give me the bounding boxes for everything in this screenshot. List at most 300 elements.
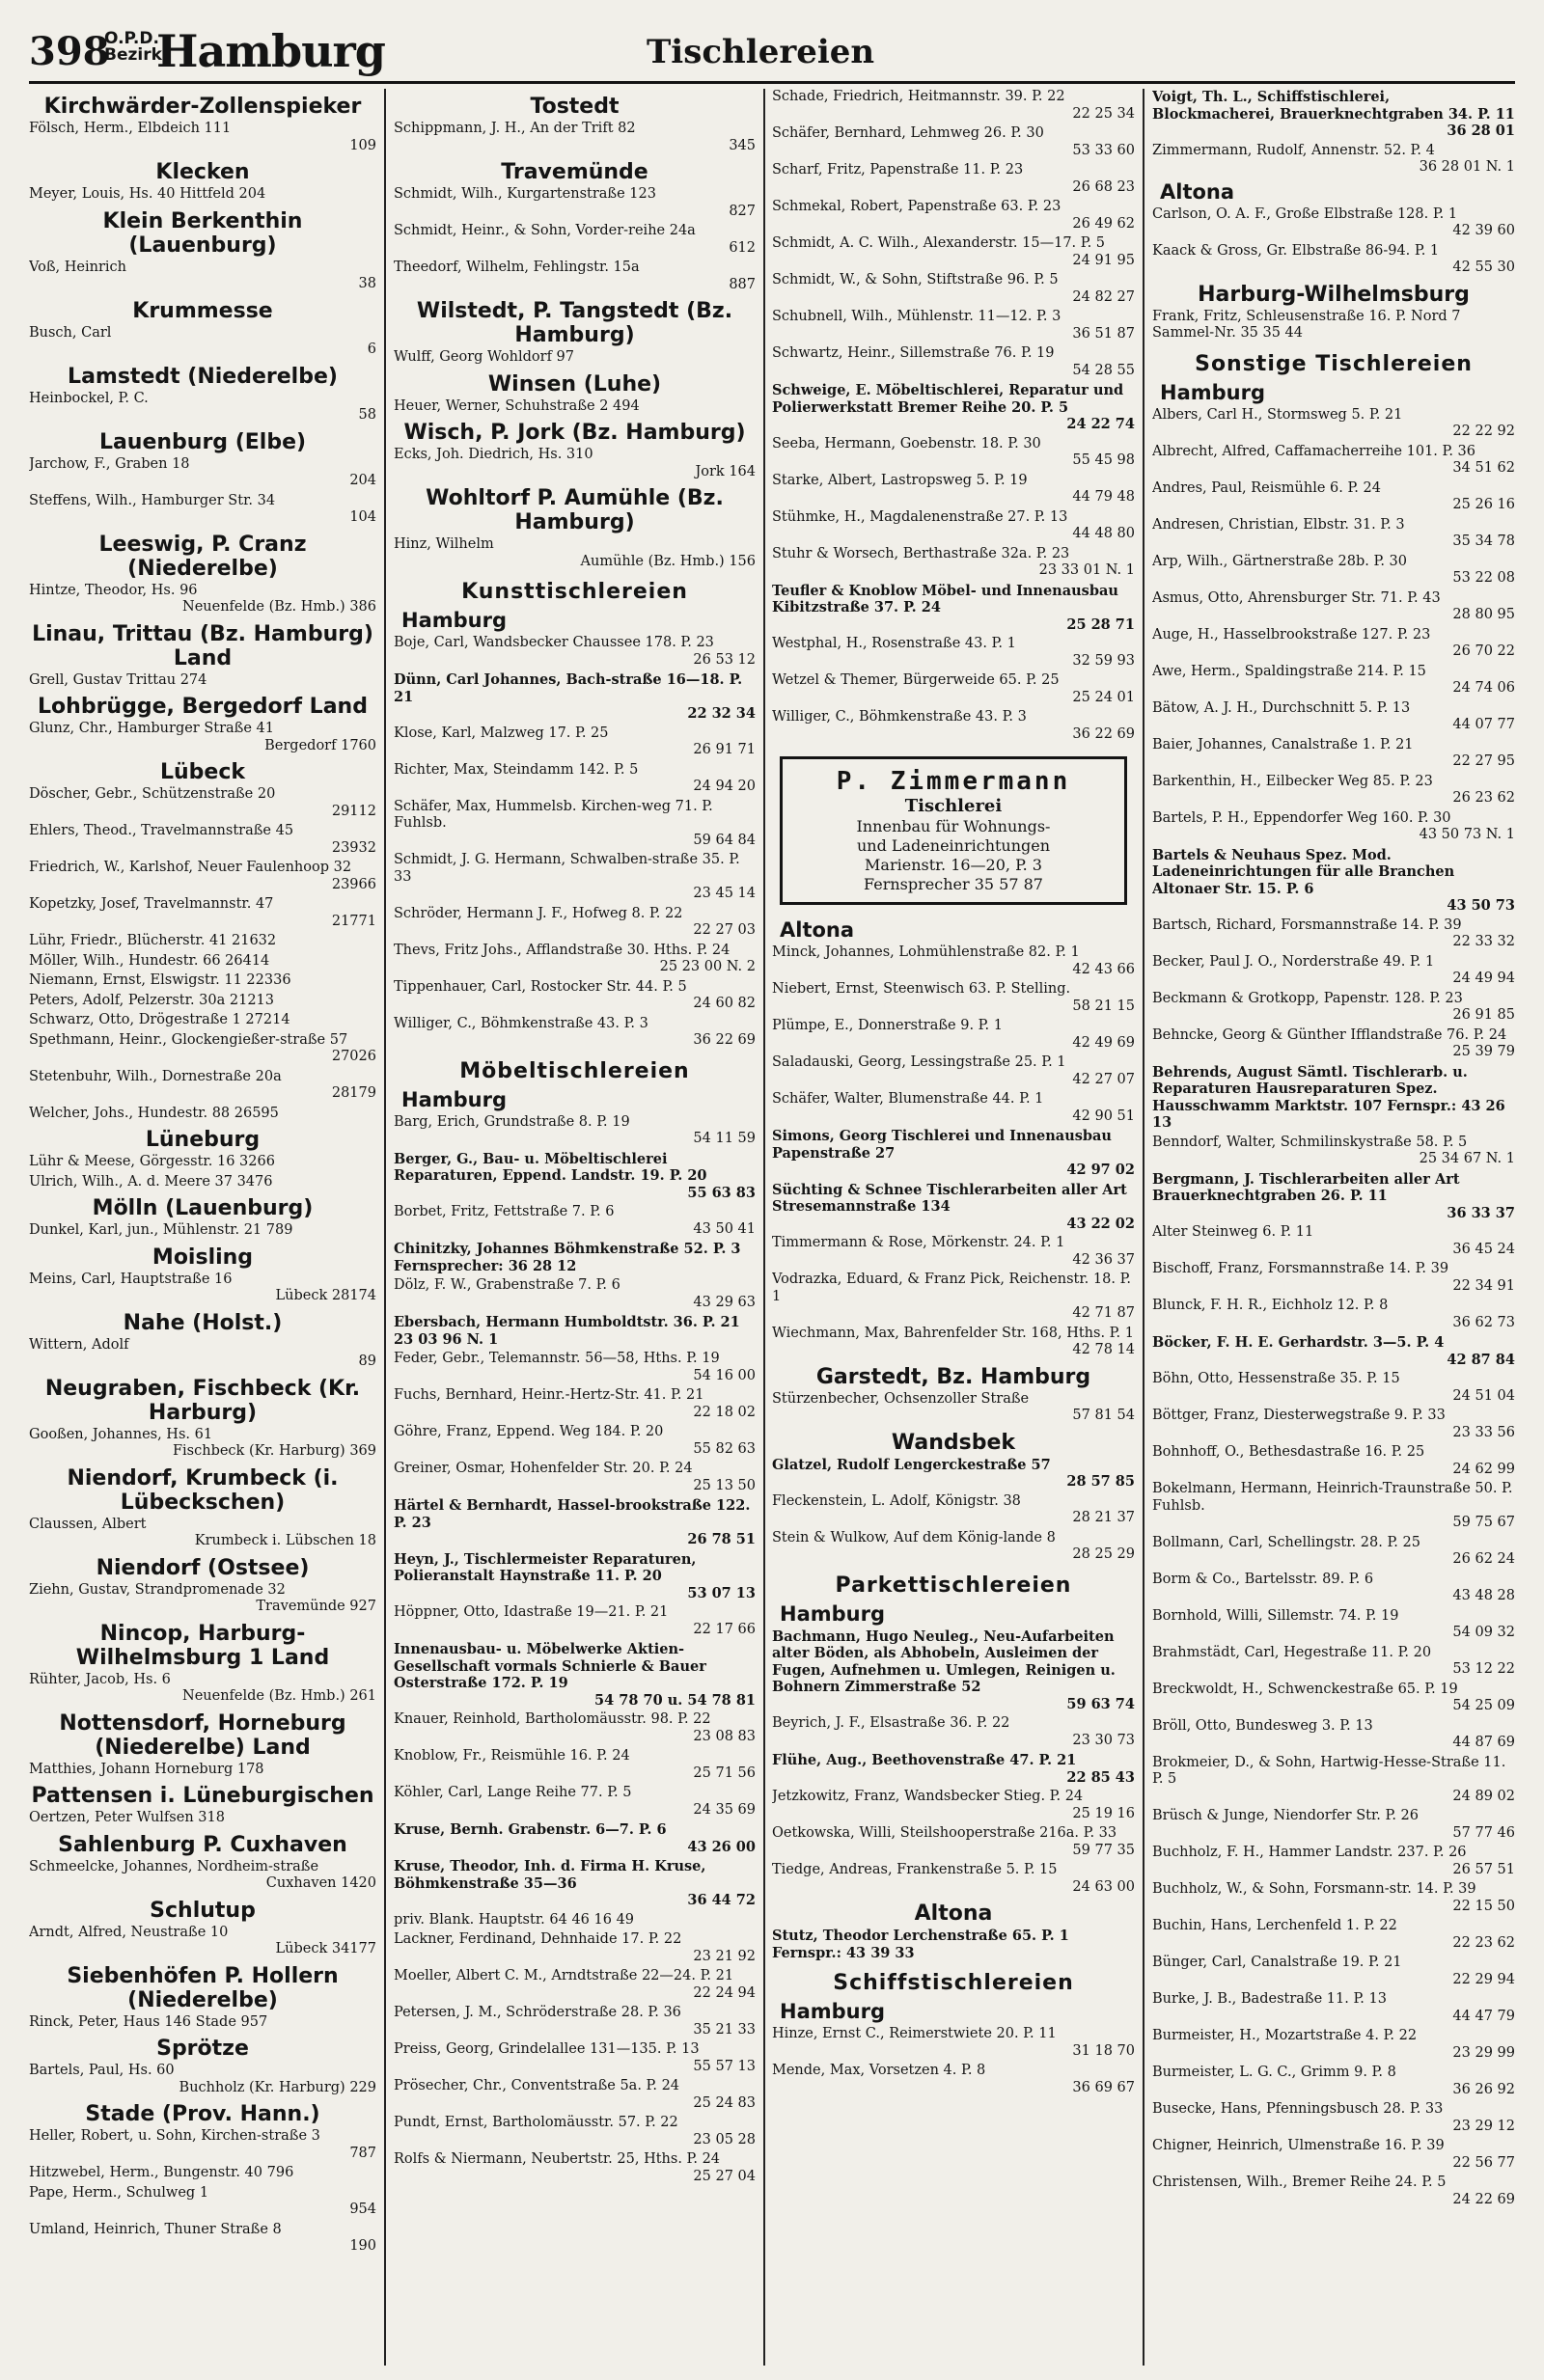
entry-phone: 36 26 92 — [1452, 2081, 1515, 2097]
directory-entry — [29, 121, 376, 154]
directory-entry — [394, 260, 756, 293]
directory-entry — [394, 1604, 756, 1638]
entry-name: Ehlers, Theod., Travelmannstraße 45 — [29, 823, 294, 838]
entry-name: Alter Steinweg 6. P. 11 — [1152, 1224, 1314, 1240]
entry-phone: 190 — [349, 2238, 376, 2254]
entry-name: Möller, Wilh., Hundestr. 66 26414 — [29, 952, 270, 969]
directory-entry — [29, 1672, 376, 1706]
place-heading: Mölln (Lauenburg) — [92, 1196, 314, 1220]
directory-entry — [29, 1810, 376, 1827]
entry-name: Schäfer, Max, Hummelsb. Kirchen-weg 71. P. Fuhlsb. — [394, 798, 713, 831]
directory-entry — [772, 981, 1135, 1015]
directory-entry — [29, 2063, 376, 2096]
entry-phone: 25 13 50 — [693, 1477, 756, 1493]
entry-phone: 23 33 01 N. 1 — [1038, 562, 1135, 578]
entry-name: Arp, Wilh., Gärtnerstraße 28b. P. 30 — [1152, 553, 1407, 569]
entry-phone: 26 49 62 — [1072, 215, 1135, 232]
entry-name: Döscher, Gebr., Schützenstraße 20 — [29, 786, 276, 802]
entry-phone: 43 22 02 — [1066, 1215, 1135, 1232]
entry-phone: 42 90 51 — [1072, 1108, 1135, 1124]
entry-name: Matthies, Johann Horneburg 178 — [29, 1761, 264, 1777]
entry-name: Köhler, Carl, Lange Reihe 77. P. 5 — [394, 1785, 632, 1800]
entry-phone: 827 — [729, 203, 756, 219]
entry-phone: 42 27 07 — [1072, 1071, 1135, 1087]
place-heading: Nottensdorf, Horneburg (Niederelbe) Land — [59, 1710, 346, 1760]
directory-entry — [1152, 1991, 1515, 2025]
column-divider — [763, 89, 765, 2366]
place-heading: Lauenburg (Elbe) — [98, 429, 307, 454]
entry-phone: 43 29 63 — [693, 1294, 756, 1310]
entry-phone: 22 33 32 — [1452, 934, 1515, 949]
entry-name: Bischoff, Franz, Forsmannstraße 14. P. 39 — [1152, 1261, 1449, 1276]
directory-entry — [29, 1762, 376, 1779]
entry-phone: 28 57 85 — [1066, 1473, 1135, 1490]
entry-name: priv. Blank. Hauptstr. 64 46 16 49 — [394, 1911, 635, 1928]
entry-phone: 22 85 43 — [1066, 1768, 1135, 1786]
entry-name: Wittern, Adolf — [29, 1336, 129, 1353]
place-heading: Wohltorf P. Aumühle (Bz. Hamburg) — [426, 486, 724, 534]
directory-entry — [29, 896, 376, 930]
entry-phone: 53 33 60 — [1072, 142, 1135, 158]
entry-name: Ecks, Joh. Diedrich, Hs. 310 — [394, 447, 593, 462]
directory-entry — [772, 1825, 1135, 1859]
entry-name: Stein & Wulkow, Auf dem König-lande 8 — [772, 1529, 1056, 1546]
place-heading: Klein Berkenthin (Lauenburg) — [102, 208, 303, 258]
directory-entry — [1152, 517, 1515, 551]
entry-name: Stühmke, H., Magdalenenstraße 27. P. 13 — [772, 508, 1068, 525]
place-heading: Krummesse — [132, 298, 273, 323]
entry-phone: 24 51 04 — [1452, 1387, 1515, 1404]
directory-entry — [1152, 1918, 1515, 1952]
directory-entry — [394, 1968, 756, 2002]
entry-name: Minck, Johannes, Lohmühlenstraße 82. P. 1 — [772, 944, 1080, 960]
entry-name: Berger, G., Bau- u. Möbeltischlerei Reparaturen, Eppend. Landstr. 19. P. 20 — [394, 1150, 707, 1184]
entry-name: Niebert, Ernst, Steenwisch 63. P. Stelling. — [772, 981, 1071, 997]
entry-name: Feder, Gebr., Telemannstr. 56—58, Hths. P. 19 — [394, 1351, 720, 1366]
columns — [29, 89, 1515, 2366]
directory-entry — [394, 635, 756, 669]
directory-entry — [1152, 1064, 1515, 1132]
entry-name: Bachmann, Hugo Neuleg., Neu-Aufarbeiten alter Böden, als Abhobeln, Ausleimen der Fugen, Aufnehmen u. Umlegen, Reinigen u. Bohnern Zimmerstraße 52 — [772, 1628, 1116, 1695]
column-2 — [394, 89, 756, 2366]
entry-phone: 53 22 08 — [1452, 570, 1515, 586]
entry-name: Chinitzky, Johannes Böhmkenstraße 52. P. 3 Fernsprecher: 36 28 12 — [394, 1241, 741, 1274]
entry-name: Scharf, Fritz, Papenstraße 11. P. 23 — [772, 162, 1024, 178]
entry-name: Benndorf, Walter, Schmilinskystraße 58. P. 5 — [1152, 1134, 1468, 1150]
directory-entry — [29, 2165, 376, 2182]
entry-phone: 35 21 33 — [693, 2021, 756, 2038]
entry-name: Flühe, Aug., Beethovenstraße 47. P. 21 — [772, 1752, 1077, 1768]
place-heading: Wandsbek — [891, 1430, 1016, 1455]
directory-entry — [1152, 1444, 1515, 1478]
directory-entry — [29, 1517, 376, 1550]
entry-name: Oertzen, Peter Wulfsen 318 — [29, 1810, 225, 1825]
entry-name: Umland, Heinrich, Thuner Straße 8 — [29, 2221, 282, 2237]
entry-name: Steffens, Wilh., Hamburger Str. 34 — [29, 492, 276, 508]
directory-entry — [1152, 1955, 1515, 1988]
entry-phone: 24 49 94 — [1452, 971, 1515, 986]
entry-phone: 24 22 74 — [1066, 416, 1135, 432]
directory-entry — [772, 89, 1135, 123]
entry-phone: 23 30 73 — [1072, 1732, 1135, 1748]
directory-entry — [772, 235, 1135, 269]
entry-name: Dünn, Carl Johannes, Bach-straße 16—18. P. 21 — [394, 671, 743, 705]
directory-entry — [1152, 2138, 1515, 2172]
place-heading: Kirchwärder-Zollenspieker — [43, 95, 362, 119]
entry-phone: 42 49 69 — [1072, 1034, 1135, 1051]
directory-entry — [772, 2026, 1135, 2060]
place-heading: Tostedt — [530, 95, 620, 119]
directory-entry — [29, 721, 376, 754]
directory-entry — [394, 121, 756, 154]
entry-name: Heyn, J., Tischlermeister Reparaturen, Polieranstalt Haynstraße 11. P. 20 — [394, 1550, 697, 1584]
entry-name: Blunck, F. H. R., Eichholz 12. P. 8 — [1152, 1298, 1389, 1313]
place-heading: Wilstedt, P. Tangstedt (Bz. Hamburg) — [416, 299, 733, 347]
entry-phone: 36 44 72 — [687, 1892, 756, 1908]
directory-entry — [772, 1493, 1135, 1527]
entry-phone: 23 29 99 — [1452, 2044, 1515, 2061]
place-heading: Lüneburg — [145, 1128, 261, 1152]
entry-phone: 25 34 67 N. 1 — [1419, 1151, 1515, 1166]
directory-entry — [1152, 1481, 1515, 1532]
bezirk-text: Bezirk — [104, 45, 162, 65]
directory-entry — [1152, 627, 1515, 661]
city-subheading: Hamburg — [780, 2000, 885, 2023]
entry-phone: 26 91 85 — [1452, 1007, 1515, 1023]
entry-name: Thevs, Fritz Johs., Afflandstraße 30. Hths. P. 24 — [394, 942, 731, 958]
entry-name: Schwarz, Otto, Drögestraße 1 27214 — [29, 1012, 290, 1027]
entry-name: Böcker, F. H. E. Gerhardstr. 3—5. P. 4 — [1152, 1334, 1445, 1351]
entry-phone: 54 25 09 — [1452, 1698, 1515, 1713]
entry-name: Brokmeier, D., & Sohn, Hartwig-Hesse-Straße 11. P. 5 — [1152, 1754, 1506, 1787]
entry-phone: 44 87 69 — [1452, 1735, 1515, 1750]
entry-name: Christensen, Wilh., Bremer Reihe 24. P. 5 — [1152, 2175, 1447, 2190]
entry-phone: Aumühle (Bz. Hmb.) 156 — [580, 553, 756, 569]
column-4 — [1152, 89, 1515, 2366]
entry-name: Jetzkowitz, Franz, Wandsbecker Stieg. P. 24 — [772, 1789, 1084, 1804]
directory-entry — [29, 1174, 376, 1191]
place-heading: Niendorf, Krumbeck (i. Lübeckschen) — [67, 1465, 339, 1515]
entry-phone: 22 56 77 — [1452, 2154, 1515, 2171]
entry-phone: 36 28 01 — [1447, 123, 1515, 139]
city-subheading: Hamburg — [401, 1087, 507, 1111]
entry-name: Bünger, Carl, Canalstraße 19. P. 21 — [1152, 1955, 1402, 1970]
entry-phone: 32 59 93 — [1072, 652, 1135, 669]
entry-name: Stetenbuhr, Wilh., Dornestraße 20a — [29, 1068, 282, 1084]
entry-name: Barg, Erich, Grundstraße 8. P. 19 — [394, 1113, 630, 1130]
entry-phone: 42 71 87 — [1072, 1305, 1135, 1321]
entry-name: Bätow, A. J. H., Durchschnitt 5. P. 13 — [1152, 699, 1411, 716]
directory-entry — [772, 473, 1135, 506]
entry-name: Böhn, Otto, Hessenstraße 35. P. 15 — [1152, 1371, 1400, 1386]
entry-name: Mende, Max, Vorsetzen 4. P. 8 — [772, 2063, 986, 2078]
directory-entry — [394, 1641, 756, 1709]
entry-name: Bokelmann, Hermann, Heinrich-Traunstraße 50. P. Fuhlsb. — [1152, 1481, 1513, 1514]
directory-entry — [1152, 917, 1515, 951]
directory-entry — [772, 1862, 1135, 1896]
entry-name: Voigt, Th. L., Schiffstischlerei, Blockmacherei, Brauerknechtgraben 34. P. 11 — [1152, 89, 1515, 123]
entry-phone: 787 — [349, 2145, 376, 2161]
directory-entry — [29, 823, 376, 857]
entry-name: Fölsch, Herm., Elbdeich 111 — [29, 121, 232, 136]
entry-name: Carlson, O. A. F., Große Elbstraße 128. P. 1 — [1152, 205, 1458, 222]
entry-phone: 26 53 12 — [693, 651, 756, 668]
entry-name: Dunkel, Karl, jun., Mühlenstr. 21 789 — [29, 1222, 293, 1238]
directory-entry — [29, 1154, 376, 1171]
directory-entry — [772, 944, 1135, 978]
entry-name: Preiss, Georg, Grindelallee 131—135. P. 13 — [394, 2041, 700, 2057]
entry-name: Behncke, Georg & Günther Ifflandstraße 76. P. 24 — [1152, 1026, 1507, 1043]
entry-name: Glatzel, Rudolf Lengerckestraße 57 — [772, 1456, 1051, 1473]
entry-phone: 204 — [349, 473, 376, 488]
entry-name: Busecke, Hans, Pfenningsbusch 28. P. 33 — [1152, 2101, 1444, 2117]
entry-name: Fuchs, Bernhard, Heinr.-Hertz-Str. 41. P. 21 — [394, 1387, 704, 1403]
category-heading: Möbeltischlereien — [459, 1058, 690, 1083]
entry-phone: 24 35 69 — [693, 1801, 756, 1818]
page-number: 398 — [29, 29, 110, 74]
entry-name: Dölz, F. W., Grabenstraße 7. P. 6 — [394, 1277, 620, 1293]
entry-name: Breckwoldt, H., Schwenckestraße 65. P. 19 — [1152, 1681, 1458, 1697]
entry-phone: 59 77 35 — [1072, 1842, 1135, 1858]
directory-entry — [394, 1204, 756, 1238]
entry-name: Simons, Georg Tischlerei und Innenausbau Papenstraße 27 — [772, 1128, 1112, 1162]
ad-address: Marienstr. 16—20, P. 3 — [865, 856, 1042, 874]
directory-entry — [394, 1785, 756, 1819]
entry-phone: 59 63 74 — [1066, 1695, 1135, 1712]
directory-entry — [394, 2078, 756, 2112]
entry-name: Chigner, Heinrich, Ulmenstraße 16. P. 39 — [1152, 2138, 1445, 2153]
directory-entry — [29, 1222, 376, 1240]
entry-phone: 24 89 02 — [1452, 1788, 1515, 1804]
directory-entry — [1152, 143, 1515, 177]
entry-phone: 24 60 82 — [693, 996, 756, 1011]
entry-name: Richter, Max, Steindamm 142. P. 5 — [394, 761, 639, 778]
entry-phone: 23932 — [331, 839, 376, 856]
entry-name: Lühr & Meese, Görgesstr. 16 3266 — [29, 1154, 275, 1169]
directory-entry — [1152, 991, 1515, 1025]
directory-entry — [772, 546, 1135, 580]
entry-name: Becker, Paul J. O., Norderstraße 49. P. 1 — [1152, 953, 1435, 970]
directory-entry — [1152, 737, 1515, 771]
place-heading: Sprötze — [156, 2037, 249, 2061]
entry-phone: 22 25 34 — [1072, 105, 1135, 122]
entry-phone: 54 11 59 — [693, 1131, 756, 1146]
directory-entry — [394, 1497, 756, 1548]
entry-name: Schubnell, Wilh., Mühlenstr. 11—12. P. 3 — [772, 309, 1062, 324]
directory-entry — [1152, 1334, 1515, 1368]
entry-name: Klose, Karl, Malzweg 17. P. 25 — [394, 725, 609, 741]
entry-phone: Travemünde 927 — [256, 1599, 376, 1614]
directory-entry — [394, 1748, 756, 1782]
entry-name: Pundt, Ernst, Bartholomäusstr. 57. P. 22 — [394, 2115, 678, 2130]
directory-entry — [1152, 1371, 1515, 1405]
entry-name: Theedorf, Wilhelm, Fehlingstr. 15a — [394, 260, 640, 275]
directory-entry — [394, 536, 756, 570]
directory-entry — [1152, 407, 1515, 441]
directory-entry — [29, 2185, 376, 2219]
directory-entry — [1152, 2028, 1515, 2062]
entry-phone: 36 33 37 — [1447, 1204, 1515, 1221]
entry-name: Härtel & Bernhardt, Hassel-brookstraße 122. P. 23 — [394, 1497, 751, 1531]
entry-phone: 54 09 32 — [1452, 1625, 1515, 1640]
entry-phone: 29112 — [331, 803, 376, 819]
directory-entry — [29, 186, 376, 204]
directory-entry — [394, 1858, 756, 1909]
entry-name: Fleckenstein, L. Adolf, Königstr. 38 — [772, 1492, 1021, 1509]
directory-entry — [394, 223, 756, 257]
entry-phone: 26 78 51 — [687, 1531, 756, 1547]
directory-entry — [772, 636, 1135, 670]
directory-entry — [29, 260, 376, 293]
entry-phone: 44 79 48 — [1072, 489, 1135, 505]
entry-phone: 54 28 55 — [1072, 362, 1135, 378]
directory-entry — [1152, 1224, 1515, 1258]
directory-entry — [772, 1054, 1135, 1088]
entry-name: Gooßen, Johannes, Hs. 61 — [29, 1426, 213, 1442]
place-heading: Winsen (Luhe) — [487, 371, 662, 397]
entry-name: Boje, Carl, Wandsbecker Chaussee 178. P. 23 — [394, 635, 714, 650]
entry-phone: 42 39 60 — [1452, 223, 1515, 238]
directory-entry — [29, 860, 376, 893]
place-heading: Leeswig, P. Cranz (Niederelbe) — [98, 532, 307, 581]
entry-name: Arndt, Alfred, Neustraße 10 — [29, 1924, 229, 1940]
entry-phone: 42 78 14 — [1072, 1342, 1135, 1357]
entry-name: Süchting & Schnee Tischlerarbeiten aller Art Stresemannstraße 134 — [772, 1181, 1127, 1215]
directory-entry — [772, 199, 1135, 233]
directory-entry — [394, 186, 756, 220]
entry-name: Jarchow, F., Graben 18 — [29, 455, 190, 472]
entry-name: Bartels, P. H., Eppendorfer Weg 160. P. 30 — [1152, 809, 1451, 826]
entry-name: Plümpe, E., Donnerstraße 9. P. 1 — [772, 1018, 1003, 1033]
entry-phone: Buchholz (Kr. Harburg) 229 — [179, 2079, 376, 2095]
entry-phone: 104 — [349, 509, 376, 525]
entry-phone: Lübeck 28174 — [275, 1288, 376, 1303]
ad-line: und Ladeneinrichtungen — [856, 836, 1051, 855]
place-heading: Harburg-Wilhelmsburg — [1198, 282, 1470, 307]
directory-entry — [394, 906, 756, 940]
entry-phone: 57 77 46 — [1452, 1824, 1515, 1841]
entry-name: Schade, Friedrich, Heitmannstr. 39. P. 22 — [772, 89, 1065, 104]
column-divider — [384, 89, 386, 2366]
entry-phone: 25 23 00 N. 2 — [659, 959, 756, 974]
ad-phone: Fernsprecher 35 57 87 — [864, 875, 1043, 893]
entry-phone: 44 07 77 — [1452, 717, 1515, 732]
directory-entry — [394, 2151, 756, 2185]
directory-entry — [1152, 554, 1515, 588]
entry-phone: Jork 164 — [695, 463, 756, 479]
entry-phone: 31 18 70 — [1072, 2042, 1135, 2059]
entry-name: Vodrazka, Eduard, & Franz Pick, Reichenstr. 18. P. 1 — [772, 1272, 1131, 1304]
directory-entry — [1152, 1535, 1515, 1569]
entry-name: Niemann, Ernst, Elswigstr. 11 22336 — [29, 972, 291, 988]
directory-entry — [394, 1314, 756, 1348]
directory-entry — [1152, 1408, 1515, 1441]
directory-entry — [29, 583, 376, 616]
entry-name: Andres, Paul, Reismühle 6. P. 24 — [1152, 479, 1381, 496]
directory-entry — [29, 1032, 376, 1066]
entry-phone: Lübeck 34177 — [275, 1941, 376, 1956]
entry-name: Teufler & Knoblow Möbel- und Innenausbau Kibitzstraße 37. P. 24 — [772, 582, 1118, 616]
directory-entry — [772, 1235, 1135, 1269]
entry-phone: 23 05 28 — [693, 2131, 756, 2147]
entry-name: Greiner, Osmar, Hohenfelder Str. 20. P. 24 — [394, 1461, 693, 1476]
entry-phone: 54 16 00 — [693, 1367, 756, 1383]
directory-entry — [29, 391, 376, 424]
directory-entry — [772, 345, 1135, 379]
entry-name: Kruse, Theodor, Inh. d. Firma H. Kruse, Böhmkenstraße 35—36 — [394, 1858, 706, 1892]
directory-entry — [772, 382, 1135, 433]
directory-entry — [394, 1016, 756, 1050]
entry-phone: 44 47 79 — [1452, 2008, 1515, 2024]
entry-phone: 954 — [349, 2202, 376, 2217]
entry-phone: 22 18 02 — [693, 1404, 756, 1420]
entry-name: Meins, Carl, Hauptstraße 16 — [29, 1271, 233, 1287]
directory-entry — [772, 1457, 1135, 1491]
directory-entry — [394, 979, 756, 1013]
entry-name: Bornhold, Willi, Sillemstr. 74. P. 19 — [1152, 1607, 1399, 1624]
entry-phone: 22 23 62 — [1452, 1934, 1515, 1951]
entry-name: Stutz, Theodor Lerchenstraße 65. P. 1 Fernspr.: 43 39 33 — [772, 1928, 1069, 1961]
entry-name: Barkenthin, H., Eilbecker Weg 85. P. 23 — [1152, 773, 1433, 789]
entry-phone: 25 28 71 — [1066, 616, 1135, 633]
entry-phone: 23 33 56 — [1452, 1424, 1515, 1440]
directory-entry — [394, 398, 756, 416]
entry-name: Schäfer, Bernhard, Lehmweg 26. P. 30 — [772, 125, 1044, 141]
entry-name: Zimmermann, Rudolf, Annenstr. 52. P. 4 — [1152, 142, 1435, 158]
entry-phone: 58 — [358, 407, 376, 423]
entry-name: Bartsch, Richard, Forsmannstraße 14. P. 39 — [1152, 916, 1462, 933]
directory-entry — [772, 1272, 1135, 1323]
entry-name: Bohnhoff, O., Bethesdastraße 16. P. 25 — [1152, 1444, 1425, 1460]
entry-phone: 109 — [349, 137, 376, 153]
entry-phone: 887 — [729, 276, 756, 292]
directory-entry — [1152, 1845, 1515, 1878]
entry-name: Bergmann, J. Tischlerarbeiten aller Art Brauerknechtgraben 26. P. 11 — [1152, 1170, 1460, 1204]
entry-name: Starke, Albert, Lastropsweg 5. P. 19 — [772, 472, 1028, 488]
section-title: Tischlereien — [647, 33, 875, 71]
directory-entry — [1152, 1027, 1515, 1061]
entry-name: Auge, H., Hasselbrookstraße 127. P. 23 — [1152, 626, 1431, 643]
column-3 — [772, 89, 1135, 2366]
entry-name: Schmidt, Wilh., Kurgartenstraße 123 — [394, 186, 656, 202]
directory-entry — [1152, 954, 1515, 988]
entry-name: Bartels, Paul, Hs. 60 — [29, 2063, 175, 2078]
directory-entry — [772, 125, 1135, 159]
entry-name: Claussen, Albert — [29, 1516, 147, 1532]
directory-entry — [1152, 480, 1515, 514]
ad-line: Innenbau für Wohnungs- — [856, 817, 1051, 835]
entry-phone: Neuenfelde (Bz. Hmb.) 386 — [182, 599, 376, 615]
column-1 — [29, 89, 376, 2366]
directory-entry — [394, 1711, 756, 1745]
directory-entry — [29, 933, 376, 950]
entry-name: Heuer, Werner, Schuhstraße 2 494 — [394, 397, 640, 414]
entry-name: Rinck, Peter, Haus 146 Stade 957 — [29, 2013, 268, 2030]
directory-entry — [772, 709, 1135, 743]
directory-entry — [394, 1151, 756, 1202]
directory-entry — [29, 2014, 376, 2032]
entry-name: Timmermann & Rose, Mörkenstr. 24. P. 1 — [772, 1235, 1065, 1250]
directory-entry — [772, 1628, 1135, 1713]
entry-phone: 25 27 04 — [693, 2168, 756, 2184]
entry-name: Borbet, Fritz, Fettstraße 7. P. 6 — [394, 1204, 615, 1219]
directory-entry — [1152, 309, 1515, 342]
entry-name: Baier, Johannes, Canalstraße 1. P. 21 — [1152, 736, 1414, 752]
entry-phone: 23 21 92 — [693, 1948, 756, 1964]
entry-name: Brahmstädt, Carl, Hegestraße 11. P. 20 — [1152, 1644, 1432, 1660]
entry-phone: 57 81 54 — [1072, 1408, 1135, 1423]
entry-phone: 22 22 92 — [1452, 424, 1515, 439]
